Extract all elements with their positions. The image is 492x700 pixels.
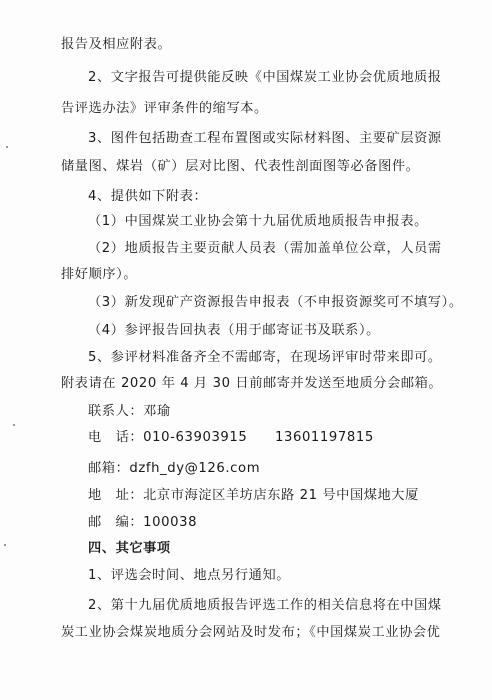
text-line: 附表请在 2020 年 4 月 30 日前邮寄并发送至地质分会邮箱。 <box>61 376 443 391</box>
text-line: 报告及相应附表。 <box>61 37 172 52</box>
text-line: 炭工业协会煤炭地质分会网站及时发布；《中国煤炭工业协会优 <box>61 625 441 640</box>
text-line: （3）新发现矿产资源报告申报表（不申报资源奖可不填写）。 <box>88 295 463 310</box>
text-line: （4）参评报告回执表（用于邮寄证书及联系）。 <box>88 323 380 338</box>
scan-speck <box>6 146 8 148</box>
scan-speck <box>4 544 6 546</box>
text-line: 4、提供如下附表： <box>88 189 208 204</box>
text-line: 5、参评材料准备齐全不需邮寄，在现场评审时带来即可。 <box>88 350 442 365</box>
text-line: 2、第十九届优质地质报告评选工作的相关信息将在中国煤 <box>88 598 442 613</box>
text-line: 1、评选会时间、地点另行通知。 <box>88 568 291 583</box>
text-line: 储量图、煤岩（矿）层对比图、代表性剖面图等必备图件。 <box>61 159 420 174</box>
text-line: 排好顺序）。 <box>61 267 138 282</box>
text-line: 3、图件包括勘查工程布置图或实际材料图、主要矿层资源 <box>88 131 442 146</box>
scan-speck <box>13 424 15 426</box>
text-line: 邮箱：dzfh_dy@126.com <box>88 461 261 476</box>
text-line: 电 话：010-63903915 13601197815 <box>88 430 374 445</box>
section-heading: 四、其它事项 <box>88 541 171 556</box>
text-line: 地 址：北京市海淀区羊坊店东路 21 号中国煤地大厦 <box>88 488 419 503</box>
text-line: 2、文字报告可提供能反映《中国煤炭工业协会优质地质报 <box>88 70 442 85</box>
text-line: 告评选办法》评审条件的缩写本。 <box>61 101 268 116</box>
text-line: 联系人：邓瑜 <box>88 404 171 419</box>
text-line: （1）中国煤炭工业协会第十九届优质地质报告申报表。 <box>88 214 428 229</box>
text-line: 邮 编：100038 <box>88 515 198 530</box>
text-line: （2）地质报告主要贡献人员表（需加盖单位公章，人员需 <box>88 241 442 256</box>
